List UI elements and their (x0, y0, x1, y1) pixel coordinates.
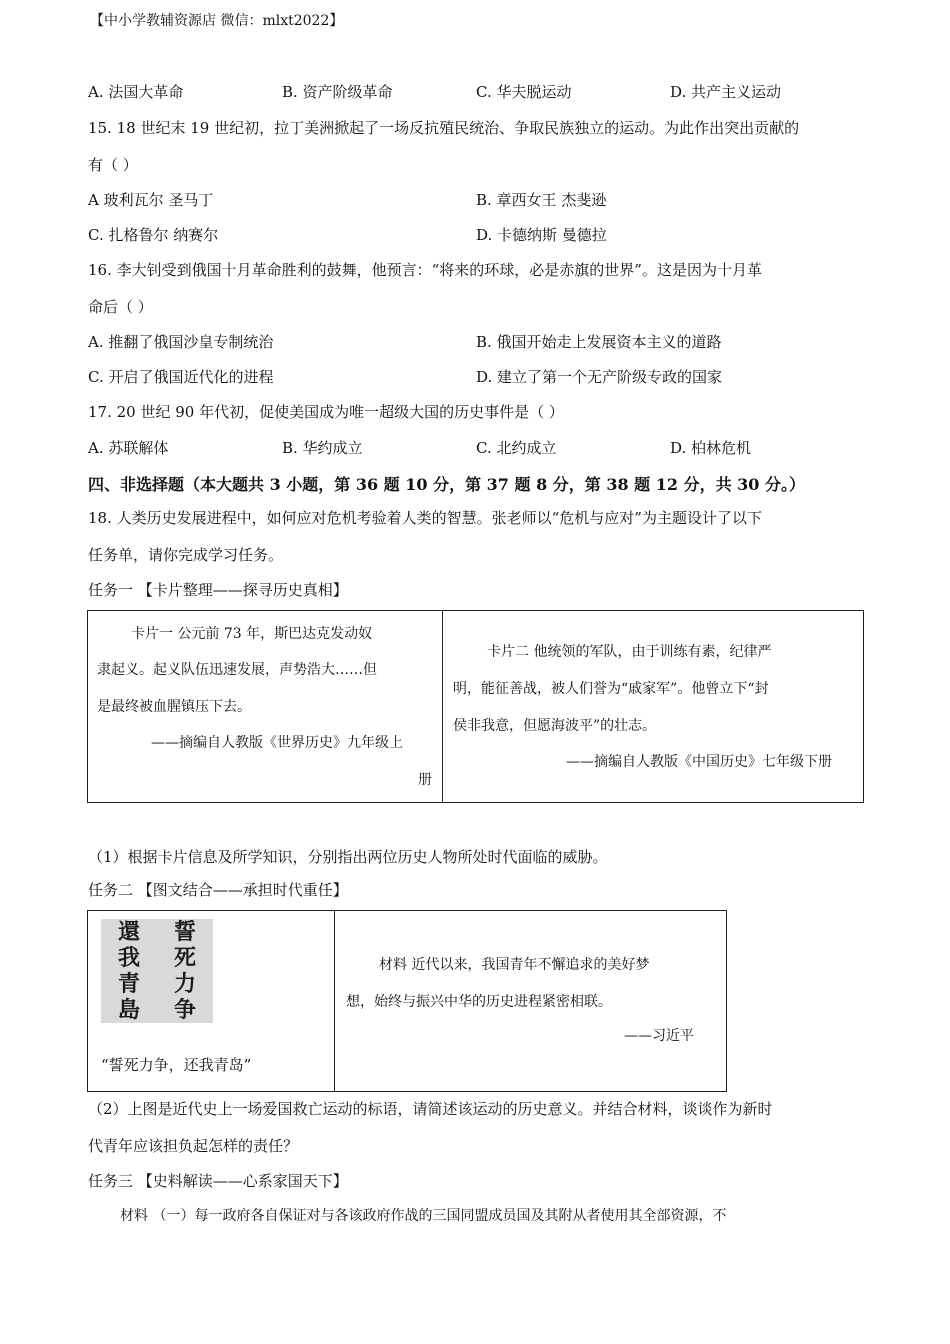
q17-option-a[interactable]: A. 苏联解体 (88, 439, 169, 457)
card2-line1: 卡片二 他统领的军队，由于训练有素，纪律严 (487, 644, 772, 660)
card1-source: ——摘编自人教版《世界历史》九年级上 (151, 735, 403, 751)
task1-title: 任务一 【卡片整理——探寻历史真相】 (88, 581, 348, 599)
q15-option-d[interactable]: D. 卡德纳斯 曼德拉 (476, 226, 607, 244)
card2-line3: 侯非我意，但愿海波平”的壮志。 (453, 718, 657, 734)
task2-question-line1: （2）上图是近代史上一场爱国救亡运动的标语，请简述该运动的历史意义。并结合材料，谈谈作为新时 (88, 1100, 773, 1118)
q15-option-c[interactable]: C. 扎格鲁尔 纳赛尔 (88, 226, 219, 244)
q14-option-a[interactable]: A. 法国大革命 (88, 83, 184, 101)
calligraphy-char: 力 (173, 971, 196, 997)
card1-line1: 卡片一 公元前 73 年，斯巴达克发动奴 (131, 626, 373, 642)
q17-option-d[interactable]: D. 柏林危机 (670, 439, 752, 457)
image-caption: “誓死力争，还我青岛” (101, 1056, 252, 1074)
q14-option-c[interactable]: C. 华夫脱运动 (476, 83, 572, 101)
card-divider (442, 611, 443, 802)
calligraphy-char: 死 (173, 945, 196, 971)
q14-option-b[interactable]: B. 资产阶级革命 (282, 83, 393, 101)
material-source: ——习近平 (624, 1028, 694, 1044)
material-line1: 材料 近代以来，我国青年不懈追求的美好梦 (379, 957, 650, 973)
task2-question-line2: 代青年应该担负起怎样的责任？ (88, 1137, 299, 1155)
header-watermark: 【中小学教辅资源店 微信：mlxt2022】 (90, 13, 344, 29)
picture-table (87, 910, 727, 1092)
card-table (87, 610, 864, 803)
calligraphy-char: 我 (117, 945, 140, 971)
calligraphy-char: 争 (173, 997, 196, 1023)
q16-option-b[interactable]: B. 俄国开始走上发展资本主义的道路 (476, 333, 722, 351)
q16-option-d[interactable]: D. 建立了第一个无产阶级专政的国家 (476, 368, 723, 386)
card1-line3: 是最终被血腥镇压下去。 (97, 699, 251, 715)
q17-option-c[interactable]: C. 北约成立 (476, 439, 557, 457)
q16-option-a[interactable]: A. 推翻了俄国沙皇专制统治 (88, 333, 274, 351)
picture-divider (334, 911, 335, 1091)
calligraphy-char: 島 (117, 997, 140, 1023)
card1-line2: 隶起义。起义队伍迅速发展，声势浩大……但 (97, 662, 377, 678)
q16-option-c[interactable]: C. 开启了俄国近代化的进程 (88, 368, 274, 386)
task1-question: （1）根据卡片信息及所学知识，分别指出两位历史人物所处时代面临的威胁。 (88, 848, 608, 866)
calligraphy-char: 青 (117, 971, 140, 997)
task3-material-line1: 材料 （一）每一政府各自保证对与各该政府作战的三国同盟成员国及其附从者使用其全部资源，不 (120, 1208, 727, 1224)
q18-stem-line1: 18. 人类历史发展进程中，如何应对危机考验着人类的智慧。张老师以“危机与应对”为主题设计了以下 (88, 509, 762, 527)
task2-title: 任务二 【图文结合——承担时代重任】 (88, 881, 348, 899)
q17-stem: 17. 20 世纪 90 年代初，促使美国成为唯一超级大国的历史事件是（ ） (88, 403, 564, 421)
q16-stem-line2: 命后（ ） (88, 298, 153, 316)
q17-option-b[interactable]: B. 华约成立 (282, 439, 363, 457)
q14-option-d[interactable]: D. 共产主义运动 (670, 83, 782, 101)
calligraphy-char: 還 (117, 919, 140, 945)
calligraphy-char: 誓 (173, 919, 196, 945)
section-title: 四、非选择题（本大题共 3 小题，第 36 题 10 分，第 37 题 8 分，第 38 题 12 分，共 30 分。） (88, 475, 805, 494)
q15-option-b[interactable]: B. 章西女王 杰斐逊 (476, 191, 607, 209)
card2-line2: 明，能征善战，被人们誉为“戚家军”。他曾立下“封 (453, 681, 769, 697)
slogan-calligraphy-image (101, 919, 213, 1023)
q16-stem-line1: 16. 李大钊受到俄国十月革命胜利的鼓舞，他预言：“将来的环球，必是赤旗的世界”。这是因为十月革 (88, 261, 762, 279)
q18-stem-line2: 任务单，请你完成学习任务。 (88, 546, 284, 564)
card1-source-end: 册 (418, 772, 432, 788)
q15-stem-line2: 有（ ） (88, 156, 138, 174)
card2-source: ——摘编自人教版《中国历史》七年级下册 (566, 754, 832, 770)
material-line2: 想，始终与振兴中华的历史进程紧密相联。 (346, 994, 612, 1010)
q15-option-a[interactable]: A 玻利瓦尔 圣马丁 (88, 191, 214, 209)
task3-title: 任务三 【史料解读——心系家国天下】 (88, 1172, 348, 1190)
q15-stem-line1: 15. 18 世纪末 19 世纪初，拉丁美洲掀起了一场反抗殖民统治、争取民族独立的运动。为此作出突出贡献的 (88, 119, 800, 137)
